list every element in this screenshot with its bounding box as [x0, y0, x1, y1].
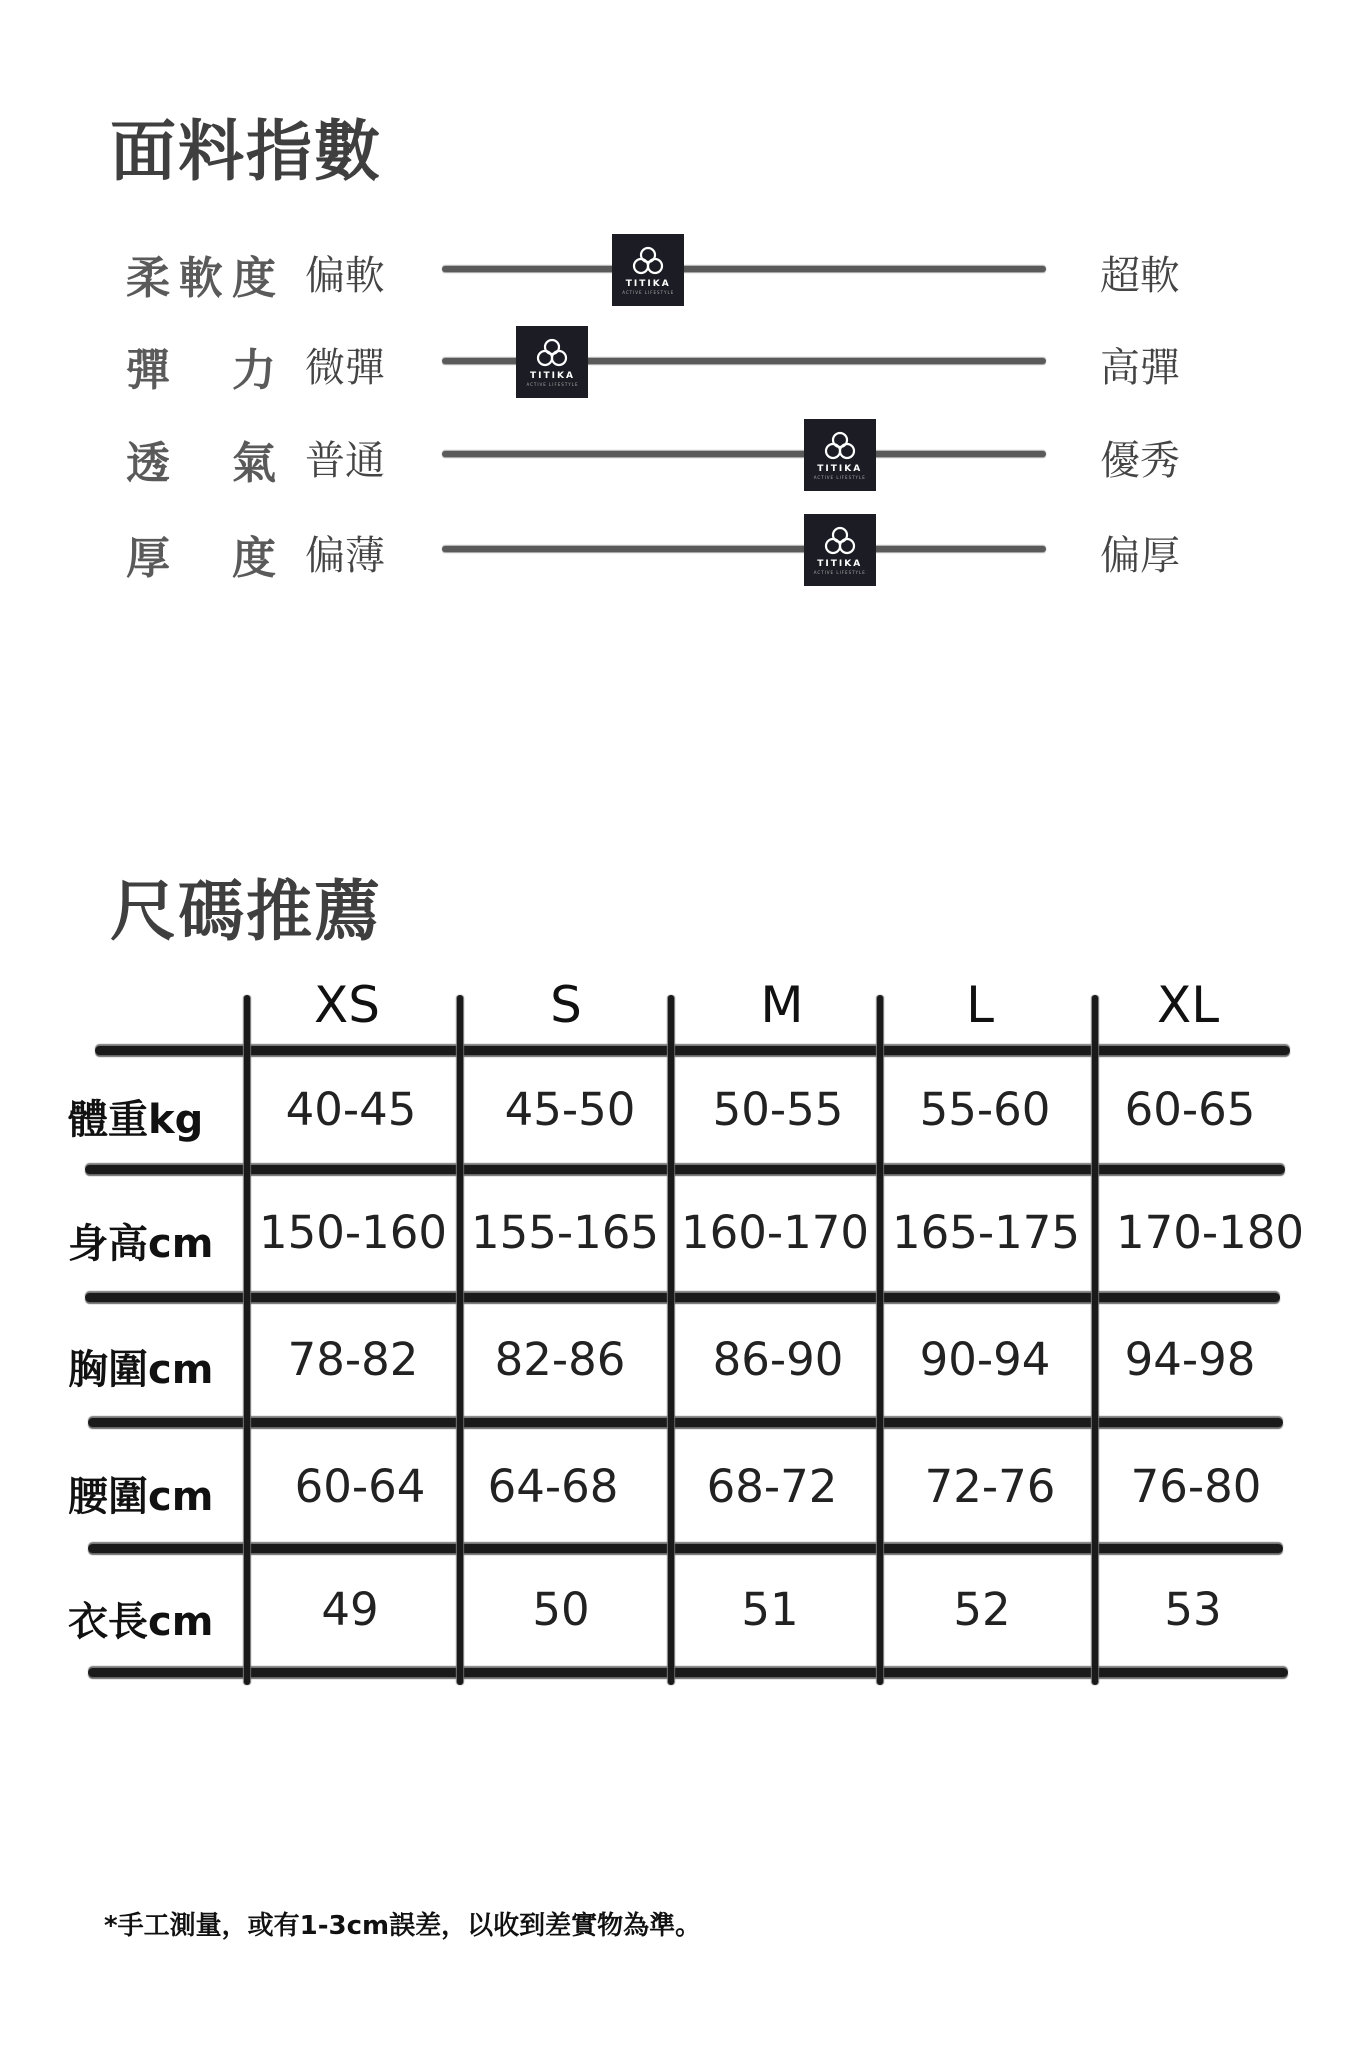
table-grid-line	[877, 995, 883, 1685]
marker-tagline-text: ACTIVE LIFESTYLE	[813, 570, 866, 575]
size-column-header: M	[760, 976, 804, 1034]
size-value-cell: 94-98	[1124, 1333, 1256, 1386]
fabric-row-label: 柔軟度	[126, 253, 276, 304]
fabric-index-title: 面料指數	[110, 113, 382, 190]
table-grid-line	[88, 1418, 1283, 1427]
size-value-cell: 72-76	[924, 1460, 1056, 1513]
size-value-cell: 78-82	[287, 1333, 419, 1386]
table-grid-line	[457, 995, 463, 1685]
size-column-header: S	[550, 976, 582, 1034]
size-recommendation-title: 尺碼推薦	[110, 873, 382, 950]
table-grid-line	[85, 1165, 1285, 1174]
size-value-cell: 86-90	[712, 1333, 844, 1386]
table-grid-line	[88, 1668, 1288, 1677]
size-value-cell: 170-180	[1115, 1206, 1305, 1259]
table-grid-line	[88, 1544, 1283, 1553]
fabric-row-label: 透氣	[126, 438, 276, 489]
table-grid-line	[668, 995, 674, 1685]
size-value-cell: 155-165	[470, 1206, 660, 1259]
size-value-cell: 64-68	[487, 1460, 619, 1513]
fabric-row-min: 偏軟	[305, 253, 385, 299]
fabric-row-min: 微彈	[305, 345, 385, 391]
marker-tagline-text: ACTIVE LIFESTYLE	[526, 382, 579, 387]
size-value-cell: 45-50	[504, 1083, 636, 1136]
size-row-label: 腰圍cm	[68, 1474, 214, 1520]
size-value-cell: 55-60	[919, 1083, 1051, 1136]
fabric-row-min: 偏薄	[305, 533, 385, 579]
marker-brand-text: TITIKA	[530, 371, 575, 381]
size-value-cell: 49	[321, 1583, 379, 1636]
fabric-row-label: 彈力	[126, 345, 276, 396]
size-row-label: 身高cm	[68, 1221, 214, 1267]
fabric-row-max: 超軟	[1100, 253, 1180, 299]
size-column-header: L	[966, 976, 994, 1034]
marker-tagline-text: ACTIVE LIFESTYLE	[622, 290, 675, 295]
size-column-header: XL	[1156, 976, 1220, 1034]
size-value-cell: 40-45	[285, 1083, 417, 1136]
table-grid-line	[244, 995, 250, 1685]
fabric-row-min: 普通	[305, 438, 385, 484]
size-value-cell: 50	[532, 1583, 590, 1636]
size-value-cell: 50-55	[712, 1083, 844, 1136]
table-grid-line	[1092, 995, 1098, 1685]
fabric-row-label: 厚度	[126, 533, 276, 584]
table-grid-line	[95, 1046, 1290, 1055]
marker-brand-text: TITIKA	[817, 559, 863, 569]
marker-brand-text: TITIKA	[625, 279, 671, 289]
size-row-label: 衣長cm	[68, 1599, 214, 1645]
size-value-cell: 90-94	[919, 1333, 1051, 1386]
size-value-cell: 51	[741, 1583, 799, 1636]
size-value-cell: 68-72	[706, 1460, 838, 1513]
size-value-cell: 60-64	[294, 1460, 426, 1513]
fabric-row-max: 高彈	[1100, 345, 1180, 391]
size-value-cell: 82-86	[494, 1333, 626, 1386]
table-grid-line	[85, 1293, 1280, 1302]
measurement-note: *手工測量，或有1-3cm誤差，以收到差實物為準。	[104, 1911, 702, 1941]
size-value-cell: 52	[953, 1583, 1011, 1636]
size-value-cell: 76-80	[1130, 1460, 1262, 1513]
size-value-cell: 165-175	[891, 1206, 1081, 1259]
size-value-cell: 60-65	[1124, 1083, 1256, 1136]
marker-brand-text: TITIKA	[817, 464, 863, 474]
size-value-cell: 150-160	[258, 1206, 448, 1259]
size-column-header: XS	[314, 976, 380, 1034]
marker-tagline-text: ACTIVE LIFESTYLE	[813, 475, 866, 480]
size-value-cell: 160-170	[680, 1206, 870, 1259]
fabric-row-max: 優秀	[1100, 438, 1180, 484]
size-value-cell: 53	[1164, 1583, 1222, 1636]
size-row-label: 胸圍cm	[68, 1347, 214, 1393]
size-row-label: 體重kg	[68, 1097, 204, 1143]
fabric-row-max: 偏厚	[1100, 533, 1180, 579]
